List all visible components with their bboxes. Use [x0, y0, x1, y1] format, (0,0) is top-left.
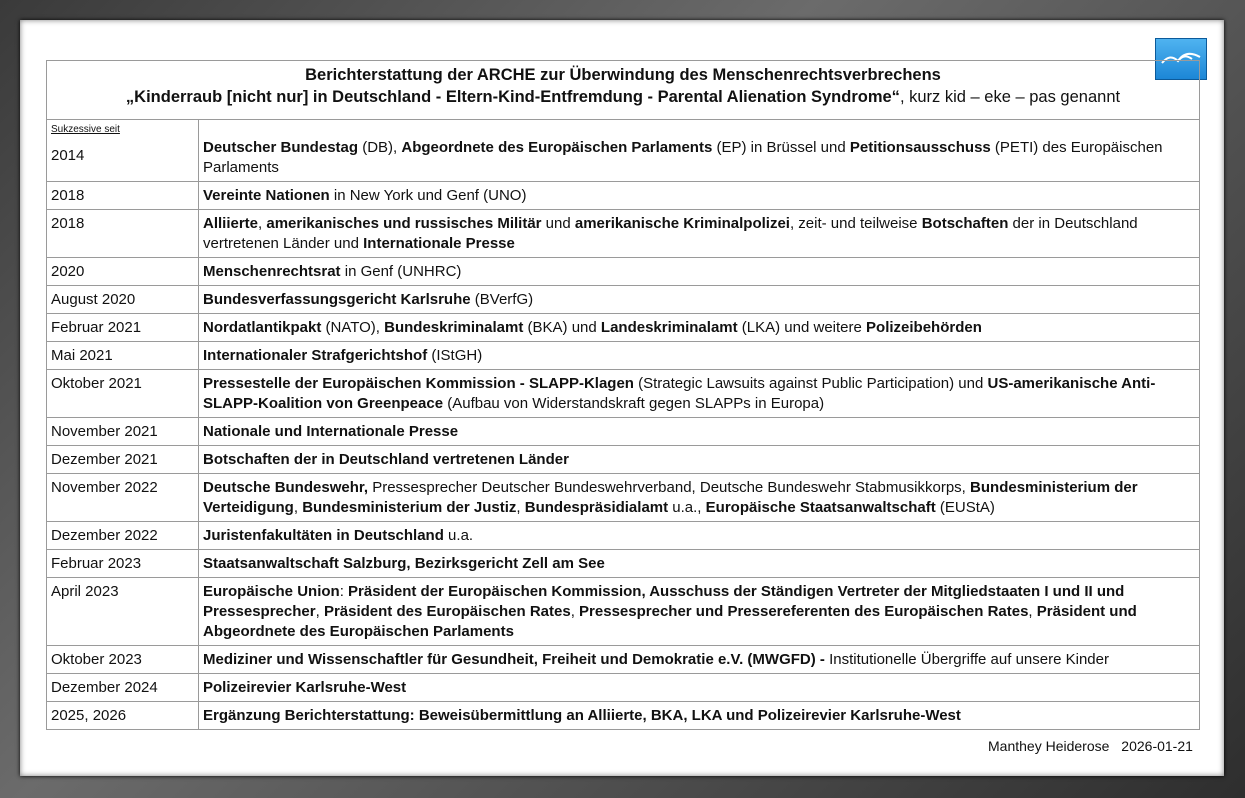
recipient-text: (EP) in Brüssel und — [712, 139, 850, 156]
recipient-cell — [199, 646, 1200, 674]
date-text: 2018 — [51, 187, 85, 204]
date-cell — [47, 702, 199, 730]
recipient-bold-text: Nordatlantikpakt — [203, 319, 322, 336]
header-line-2-bold: „Kinderraub [nicht nur] in Deutschland - Eltern-Kind-Entfremdung - Parental Alienation Syndrome“ — [125, 88, 900, 106]
table-row — [47, 474, 1200, 522]
recipient-bold-text: Bundeskriminalamt — [384, 319, 524, 336]
recipient-cell — [199, 210, 1200, 258]
recipient-bold-text: Botschaften der in Deutschland vertretenen Länder — [203, 451, 569, 468]
recipient-text: u.a., — [668, 499, 706, 516]
date-text: Dezember 2024 — [51, 679, 158, 696]
recipient-bold-text: Ergänzung Berichterstattung: Beweisübermittlung an Alliierte, BKA, LKA und Polizeirevier Karlsruhe-West — [203, 707, 961, 724]
recipient-bold-text: Polizeibehörden — [866, 319, 982, 336]
table-row — [47, 550, 1200, 578]
recipient-text: : — [339, 583, 349, 600]
date-cell — [47, 342, 199, 370]
recipient-text: in Genf (UNHRC) — [340, 263, 462, 280]
date-text: Oktober 2021 — [51, 375, 142, 392]
recipient-bold-text: amerikanische Kriminalpolizei — [574, 215, 790, 232]
date-cell — [47, 120, 199, 182]
recipient-bold-text: Internationaler Strafgerichtshof — [203, 347, 428, 364]
recipient-cell — [199, 286, 1200, 314]
recipient-cell — [199, 182, 1200, 210]
date-text: Februar 2023 — [51, 555, 142, 572]
recipient-text: (EUStA) — [935, 499, 995, 516]
recipient-bold-text: Vereinte Nationen — [203, 187, 330, 204]
table-row — [47, 210, 1200, 258]
date-cell — [47, 646, 199, 674]
recipient-text: (DB), — [358, 139, 402, 156]
recipient-cell — [199, 120, 1200, 182]
table-row — [47, 258, 1200, 286]
recipient-text: Pressesprecher Deutscher Bundeswehrverband, Deutsche Bundeswehr Stabmusikkorps, — [368, 479, 971, 496]
table-row — [47, 674, 1200, 702]
recipient-bold-text: Bundesministerium der Verteidigung — [203, 479, 1138, 516]
recipient-cell — [199, 342, 1200, 370]
recipient-text: (Strategic Lawsuits against Public Participation) und — [633, 375, 988, 392]
date-cell — [47, 446, 199, 474]
date-text: November 2021 — [51, 423, 158, 440]
date-cell — [47, 314, 199, 342]
recipient-bold-text: Europäische Staatsanwaltschaft — [705, 499, 936, 516]
header-line-2-normal: , kurz kid – eke – pas genannt — [899, 88, 1121, 106]
table-row — [47, 702, 1200, 730]
table-row — [47, 522, 1200, 550]
recipient-bold-text: Petitionsausschuss — [849, 139, 991, 156]
footer-signature — [980, 738, 1193, 754]
date-text: 2018 — [51, 215, 85, 232]
recipient-bold-text: Menschenrechtsrat — [203, 263, 341, 280]
report-table-container — [46, 60, 1200, 730]
recipient-bold-text: Bundesministerium der Justiz — [302, 499, 517, 516]
recipient-bold-text: Staatsanwaltschaft Salzburg, Bezirksgericht Zell am See — [203, 555, 605, 572]
date-cell — [47, 210, 199, 258]
date-text: November 2022 — [51, 479, 158, 496]
recipient-bold-text: Präsident und Abgeordnete des Europäischen Parlaments — [203, 603, 1137, 640]
recipient-cell — [199, 550, 1200, 578]
table-row — [47, 646, 1200, 674]
recipient-cell — [199, 674, 1200, 702]
recipient-text: , — [516, 499, 525, 516]
recipient-text: u.a. — [443, 527, 474, 544]
recipient-text: (Aufbau von Widerstandskraft gegen SLAPPs in Europa) — [443, 395, 825, 412]
sub-label: Sukzessive seit — [51, 124, 120, 135]
date-text: Februar 2021 — [51, 319, 142, 336]
header-line-1: Berichterstattung der ARCHE zur Überwindung des Menschenrechtsverbrechens — [305, 66, 941, 84]
recipient-bold-text: amerikanisches und russisches Militär — [266, 215, 542, 232]
recipient-text: der in Deutschland vertretenen Länder und — [203, 215, 1138, 252]
table-row — [47, 286, 1200, 314]
recipient-bold-text: Europäische Union — [203, 583, 340, 600]
recipient-bold-text: Landeskriminalamt — [600, 319, 738, 336]
table-row — [47, 314, 1200, 342]
recipient-text: (BKA) und — [523, 319, 601, 336]
date-cell — [47, 418, 199, 446]
recipient-bold-text: Botschaften — [921, 215, 1009, 232]
table-row — [47, 418, 1200, 446]
recipient-text: , — [1028, 603, 1037, 620]
recipient-cell — [199, 314, 1200, 342]
recipient-bold-text: Präsident des Europäischen Rates — [323, 603, 571, 620]
recipient-text: (LKA) und weitere — [737, 319, 867, 336]
recipient-bold-text: Internationale Presse — [363, 235, 515, 252]
table-row — [47, 446, 1200, 474]
date-text: 2020 — [51, 263, 85, 280]
date-cell — [47, 370, 199, 418]
table-row — [47, 182, 1200, 210]
date-text: 2014 — [51, 147, 85, 164]
recipient-bold-text: Polizeirevier Karlsruhe-West — [203, 679, 407, 696]
date-cell — [47, 474, 199, 522]
date-text: April 2023 — [51, 583, 119, 600]
recipient-bold-text: Pressestelle der Europäischen Kommission - SLAPP-Klagen — [203, 375, 634, 392]
table-row — [47, 120, 1200, 182]
recipient-bold-text: Bundespräsidialamt — [524, 499, 669, 516]
date-text: August 2020 — [51, 291, 136, 308]
recipient-bold-text: Mediziner und Wissenschaftler für Gesundheit, Freiheit und Demokratie e.V. (MWGFD) - — [203, 651, 825, 668]
recipient-text: , — [258, 215, 267, 232]
recipient-cell — [199, 474, 1200, 522]
date-cell — [47, 522, 199, 550]
date-text: 2025, 2026 — [51, 707, 127, 724]
recipient-bold-text: Abgeordnete des Europäischen Parlaments — [401, 139, 713, 156]
recipient-bold-text: Nationale und Internationale Presse — [203, 423, 459, 440]
recipient-cell — [199, 258, 1200, 286]
recipient-text: Institutionelle Übergriffe auf unsere Kinder — [824, 651, 1109, 668]
date-text: Oktober 2023 — [51, 651, 142, 668]
recipient-bold-text: Bundesverfassungsgericht Karlsruhe — [203, 291, 471, 308]
table-row — [47, 370, 1200, 418]
document-page — [20, 20, 1224, 776]
recipient-text: (PETI) des Europäischen Parlaments — [203, 139, 1163, 176]
footer-author: Manthey Heiderose — [988, 738, 1110, 754]
report-table — [46, 119, 1200, 730]
table-row — [47, 578, 1200, 646]
recipient-cell — [199, 418, 1200, 446]
recipient-cell — [199, 522, 1200, 550]
recipient-bold-text: Deutsche Bundeswehr, — [203, 479, 369, 496]
recipient-cell — [199, 578, 1200, 646]
recipient-bold-text: Deutscher Bundestag — [203, 139, 359, 156]
recipient-bold-text: Alliierte — [203, 215, 259, 232]
date-text: Dezember 2022 — [51, 527, 158, 544]
recipient-bold-text: Pressesprecher und Pressereferenten des Europäischen Rates — [579, 603, 1029, 620]
date-cell — [47, 550, 199, 578]
footer-date: 2026-01-21 — [1121, 738, 1193, 754]
date-text: Mai 2021 — [51, 347, 113, 364]
recipient-text: (BVerfG) — [470, 291, 534, 308]
report-header — [46, 60, 1200, 119]
date-text: Dezember 2021 — [51, 451, 158, 468]
recipient-text: , — [570, 603, 580, 620]
recipient-cell — [199, 370, 1200, 418]
recipient-cell — [199, 702, 1200, 730]
recipient-text: , zeit- und teilweise — [789, 215, 922, 232]
table-row — [47, 342, 1200, 370]
date-cell — [47, 286, 199, 314]
date-cell — [47, 258, 199, 286]
recipient-bold-text: US-amerikanische Anti-SLAPP-Koalition von Greenpeace — [203, 375, 1156, 412]
recipient-bold-text: Präsident der Europäischen Kommission, Ausschuss der Ständigen Vertreter der Mitgliedstaaten I und II und Pressesprecher — [203, 583, 1125, 620]
header-line-2 — [47, 88, 1199, 107]
recipient-text: , — [315, 603, 324, 620]
date-cell — [47, 578, 199, 646]
recipient-text: (IStGH) — [427, 347, 483, 364]
recipient-bold-text: Juristenfakultäten in Deutschland — [203, 527, 444, 544]
recipient-cell — [199, 446, 1200, 474]
recipient-text: (NATO), — [321, 319, 385, 336]
recipient-text: in New York und Genf (UNO) — [329, 187, 527, 204]
recipient-text: und — [541, 215, 575, 232]
recipient-text: , — [293, 499, 303, 516]
date-cell — [47, 182, 199, 210]
date-cell — [47, 674, 199, 702]
